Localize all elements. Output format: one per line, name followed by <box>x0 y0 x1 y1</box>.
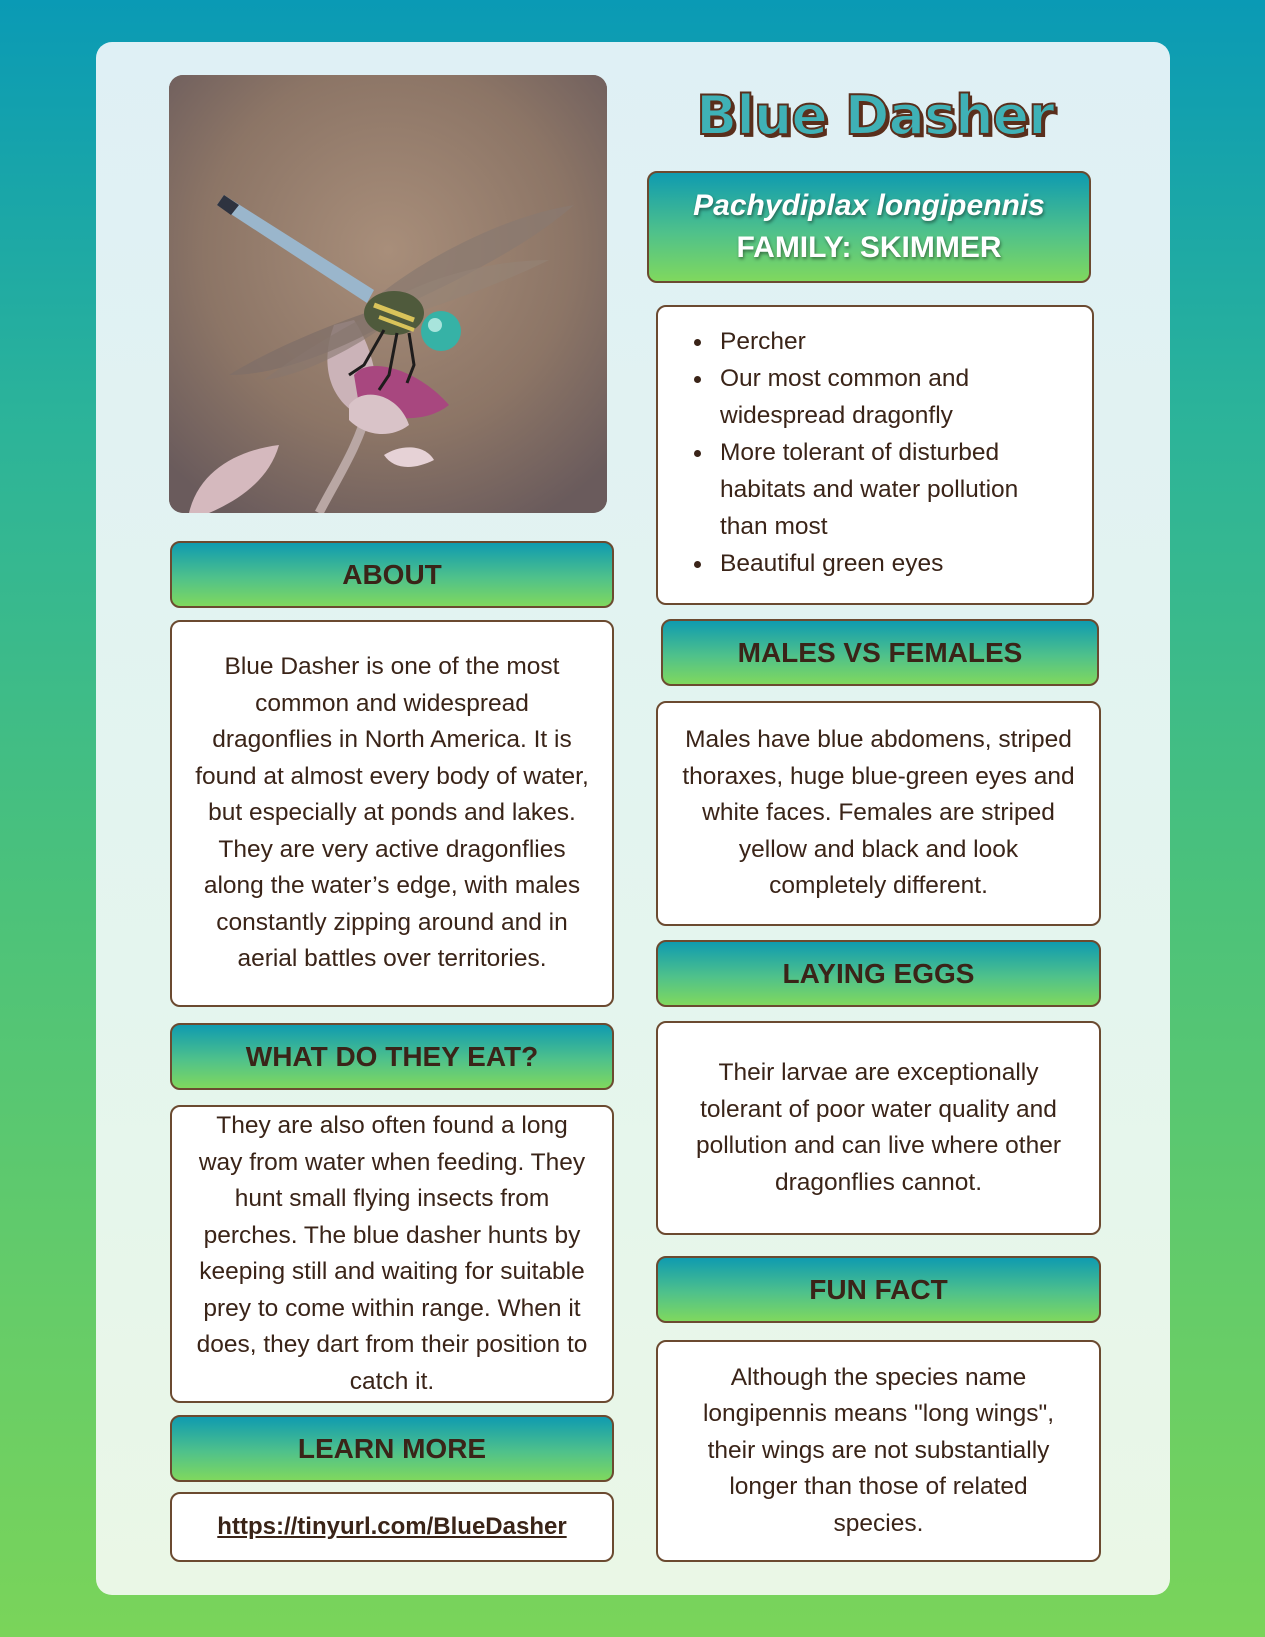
fact-item: Our most common and widespread dragonfly <box>720 360 1092 434</box>
fact-item: Percher <box>720 323 1092 360</box>
learn-more-box <box>170 1492 614 1562</box>
laying-eggs-text: Their larvae are exceptionally tolerant of poor water quality and pollution and can live where other dragonflies cannot. <box>656 1021 1101 1235</box>
facts-list <box>658 323 1092 582</box>
laying-eggs-heading: LAYING EGGS <box>656 940 1101 1007</box>
fun-fact-text: Although the species name longipennis means "long wings", their wings are not substantially longer than those of related species. <box>656 1340 1101 1562</box>
learn-more-link[interactable]: https://tinyurl.com/BlueDasher <box>217 1512 567 1540</box>
learn-more-heading: LEARN MORE <box>170 1415 614 1482</box>
page-title: Blue Dasher <box>696 84 1054 147</box>
fun-fact-heading: FUN FACT <box>656 1256 1101 1323</box>
dragonfly-photo <box>169 75 607 513</box>
scientific-name: Pachydiplax longipennis <box>693 189 1045 222</box>
males-females-heading: MALES VS FEMALES <box>661 619 1099 686</box>
taxonomy-banner <box>647 171 1091 283</box>
males-females-text: Males have blue abdomens, striped thoraxes, huge blue-green eyes and white faces. Females are striped yellow and black and look completely different. <box>656 701 1101 926</box>
fact-item: Beautiful green eyes <box>720 545 1092 582</box>
about-heading: ABOUT <box>170 541 614 608</box>
diet-text: They are also often found a long way from water when feeding. They hunt small flying insects from perches. The blue dasher hunts by keeping still and waiting for suitable prey to come within range. When it does, they dart from their position to catch it. <box>170 1105 614 1403</box>
fact-item: More tolerant of disturbed habitats and water pollution than most <box>720 434 1092 545</box>
facts-box <box>656 305 1094 605</box>
diet-heading: WHAT DO THEY EAT? <box>170 1023 614 1090</box>
family-label: FAMILY: SKIMMER <box>736 231 1002 264</box>
about-text: Blue Dasher is one of the most common and widespread dragonflies in North America. It is found at almost every body of water, but especially at ponds and lakes. They are very active dragonflies along the water’s edge, with males constantly zipping around and in aerial battles over territories. <box>170 620 614 1007</box>
dragonfly-illustration <box>169 75 607 513</box>
